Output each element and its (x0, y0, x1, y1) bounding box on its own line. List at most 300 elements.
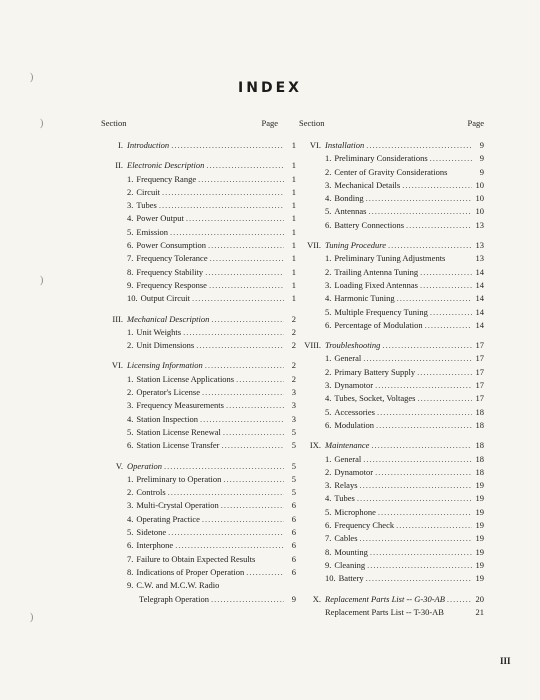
dot-leader (208, 239, 284, 252)
dot-leader (420, 279, 472, 292)
dot-leader (397, 292, 472, 305)
subsection-title: Bonding (334, 193, 364, 204)
page-number: 1 (291, 186, 296, 197)
page-number: 5 (291, 440, 296, 451)
section-title: Operation (127, 460, 162, 471)
subsection-title: Emission (136, 226, 169, 237)
dot-leader (371, 439, 472, 452)
subsection-entry (101, 292, 296, 305)
subsection-title: Cables (334, 533, 358, 544)
subsection-title: Telegraph Operation (139, 593, 209, 604)
subsection-number: 3. (325, 380, 332, 391)
section-title: Replacement Parts List -- G-30-AB (325, 593, 445, 604)
dot-leader (223, 473, 284, 486)
page-number: 1 (291, 293, 296, 304)
dot-leader (205, 266, 284, 279)
subsection-title: Battery (338, 573, 364, 584)
subsection-number: 4. (325, 393, 332, 404)
dot-leader (376, 419, 472, 432)
section-number: I. (118, 140, 123, 150)
page-number: 10 (475, 193, 484, 204)
page-number: 2 (291, 360, 296, 371)
index-column-left (101, 117, 296, 606)
dot-leader (447, 593, 472, 606)
subsection-title: General (334, 353, 362, 364)
subsection-entry (101, 186, 296, 199)
page-number: 1 (291, 200, 296, 211)
subsection-number: 2. (127, 340, 134, 351)
subsection-number: 3. (325, 179, 332, 190)
dot-leader (192, 292, 284, 305)
subsection-title: Dynamotor (334, 380, 374, 391)
page-number: 17 (475, 353, 484, 364)
dot-leader (357, 492, 472, 505)
page-number: 13 (475, 240, 484, 251)
subsection-title: Operating Practice (136, 513, 200, 524)
subsection-title: Tubes (136, 200, 157, 211)
index-entries (299, 139, 484, 619)
page-number: 2 (291, 313, 296, 324)
subsection-title: Microphone (334, 506, 376, 517)
subsection-number: 7. (127, 553, 134, 564)
subsection-entry (299, 492, 484, 505)
subsection-number: 5. (127, 226, 134, 237)
subsection-title: Multiple Frequency Tuning (334, 306, 428, 317)
dot-leader (375, 466, 472, 479)
page-number: 19 (475, 559, 484, 570)
subsection-number: 9. (127, 580, 134, 591)
subsection-title: Unit Weights (136, 326, 182, 337)
page-number: 5 (291, 426, 296, 437)
subsection-number: 2. (325, 266, 332, 277)
subsection-number: 1. (325, 453, 332, 464)
page-number: 1 (291, 140, 296, 150)
page-number: 19 (475, 506, 484, 517)
dot-leader (171, 139, 284, 152)
subsection-title: Failure to Obtain Expected Results (136, 553, 256, 564)
dot-leader (246, 566, 284, 579)
subsection-entry (101, 439, 296, 452)
dot-leader (396, 519, 472, 532)
page-number: 13 (475, 219, 484, 230)
subsection-title: Battery Connections (334, 219, 405, 230)
page-number: 17 (475, 393, 484, 404)
subsection-number: 2. (325, 166, 332, 177)
section-number: VIII. (304, 340, 321, 351)
dot-leader (196, 339, 284, 352)
section-header-label: Section (299, 118, 325, 128)
subsection-number: 2. (127, 487, 134, 498)
dot-leader (363, 352, 472, 365)
dot-leader (211, 313, 284, 326)
page-number: 19 (475, 480, 484, 491)
subsection-entry (101, 199, 296, 212)
margin-mark: ) (40, 275, 44, 286)
subsection-number: 5. (325, 506, 332, 517)
subsection-entry (299, 506, 484, 519)
subsection-number: 3. (127, 400, 134, 411)
column-header (101, 117, 278, 129)
section-entry (101, 460, 296, 473)
margin-mark: ) (30, 72, 34, 83)
section-entry (299, 339, 484, 352)
dot-leader (367, 559, 472, 572)
subsection-entry (299, 606, 484, 619)
page-number: 9 (291, 593, 296, 604)
dot-leader (211, 593, 284, 606)
subsection-title: General (334, 453, 362, 464)
subsection-number: 5. (127, 527, 134, 538)
subsection-title: Preliminary Considerations (334, 153, 428, 164)
dot-leader (368, 205, 472, 218)
subsection-title: Frequency Measurements (136, 400, 224, 411)
dot-leader (159, 199, 284, 212)
dot-leader (221, 499, 284, 512)
subsection-entry (299, 466, 484, 479)
subsection-entry (101, 399, 296, 412)
subsection-entry (299, 192, 484, 205)
dot-leader (198, 173, 284, 186)
subsection-title: Frequency Check (334, 520, 395, 531)
subsection-title: C.W. and M.C.W. Radio (136, 580, 220, 591)
page-number: 14 (475, 306, 484, 317)
dot-leader (430, 306, 472, 319)
subsection-number: 3. (325, 480, 332, 491)
dot-leader (168, 526, 284, 539)
subsection-title: Controls (136, 487, 166, 498)
subsection-entry (299, 453, 484, 466)
page-number: 19 (475, 520, 484, 531)
subsection-number: 6. (325, 319, 332, 330)
subsection-entry (299, 306, 484, 319)
subsection-entry (299, 479, 484, 492)
subsection-title: Preliminary Tuning Adjustments (334, 253, 446, 264)
section-entry (299, 239, 484, 252)
subsection-entry (299, 519, 484, 532)
subsection-number: 2. (127, 387, 134, 398)
subsection-title: Frequency Range (136, 173, 197, 184)
page-number: 9 (479, 153, 484, 164)
page-number: 1 (291, 213, 296, 224)
subsection-entry (101, 526, 296, 539)
subsection-number: 6. (325, 520, 332, 531)
page-number: 1 (291, 173, 296, 184)
dot-leader (375, 379, 472, 392)
subsection-entry (299, 179, 484, 192)
subsection-entry (101, 339, 296, 352)
subsection-entry (101, 566, 296, 579)
page-number: 6 (291, 500, 296, 511)
dot-leader (378, 506, 472, 519)
section-number: VI. (111, 360, 123, 371)
subsection-entry (299, 532, 484, 545)
subsection-number: 9. (325, 559, 332, 570)
subsection-entry (101, 499, 296, 512)
dot-leader (226, 399, 284, 412)
subsection-entry (101, 553, 296, 566)
subsection-number: 6. (325, 219, 332, 230)
dot-leader (366, 192, 472, 205)
page-number: 2 (291, 326, 296, 337)
subsection-entry (299, 406, 484, 419)
dot-leader (360, 532, 472, 545)
page-number: 9 (479, 140, 484, 150)
dot-leader (186, 212, 284, 225)
subsection-title: Cleaning (334, 559, 366, 570)
subsection-number: 5. (325, 306, 332, 317)
subsection-title: Output Circuit (140, 293, 190, 304)
section-title: Licensing Information (127, 360, 203, 371)
section-title: Troubleshooting (325, 340, 381, 351)
page-number: 2 (291, 340, 296, 351)
subsection-title: Station License Renewal (136, 426, 221, 437)
dot-leader (236, 373, 284, 386)
section-entry (101, 359, 296, 372)
subsection-entry (101, 473, 296, 486)
page-number: 3 (291, 400, 296, 411)
subsection-title: Power Output (136, 213, 184, 224)
section-entry (299, 139, 484, 152)
subsection-entry (299, 392, 484, 405)
page-number: 3 (291, 387, 296, 398)
subsection-title: Circuit (136, 186, 160, 197)
dot-leader (366, 139, 472, 152)
subsection-number: 8. (127, 266, 134, 277)
dot-leader (164, 460, 284, 473)
subsection-entry (299, 352, 484, 365)
subsection-title: Frequency Stability (136, 266, 204, 277)
subsection-entry (299, 546, 484, 559)
subsection-entry (299, 572, 484, 585)
subsection-number: 3. (127, 200, 134, 211)
section-title: Maintenance (325, 440, 370, 451)
subsection-entry (101, 252, 296, 265)
subsection-number: 6. (127, 540, 134, 551)
subsection-entry (101, 212, 296, 225)
subsection-number: 4. (325, 493, 332, 504)
subsection-entry (101, 173, 296, 186)
dot-leader (162, 186, 284, 199)
section-number: V. (115, 460, 123, 471)
subsection-entry (101, 266, 296, 279)
page-number: 14 (475, 293, 484, 304)
dot-leader (202, 386, 284, 399)
margin-mark: ) (30, 612, 34, 623)
section-entry (101, 313, 296, 326)
subsection-entry (101, 413, 296, 426)
section-number: III. (112, 313, 123, 324)
index-column-right (299, 117, 484, 619)
section-title: Electronic Description (127, 160, 205, 171)
subsection-entry (101, 386, 296, 399)
subsection-entry (101, 539, 296, 552)
subsection-number: 4. (127, 513, 134, 524)
subsection-number: 3. (325, 279, 332, 290)
subsection-title: Frequency Response (136, 279, 207, 290)
subsection-number: 1. (127, 326, 134, 337)
subsection-number: 6. (127, 240, 134, 251)
subsection-entry (101, 226, 296, 239)
page-number: 19 (475, 573, 484, 584)
subsection-title: Station Inspection (136, 413, 198, 424)
page-number: 13 (475, 253, 484, 264)
page-number: 6 (291, 540, 296, 551)
page-number: 19 (475, 493, 484, 504)
page-number: 17 (475, 366, 484, 377)
subsection-title: Replacement Parts List -- T-30-AB (325, 606, 444, 617)
section-number: II. (115, 160, 123, 171)
dot-leader (206, 159, 284, 172)
subsection-title: Frequency Tolerance (136, 253, 208, 264)
page-number: 6 (291, 513, 296, 524)
subsection-entry (299, 266, 484, 279)
subsection-title: Relays (334, 480, 358, 491)
dot-leader (402, 179, 472, 192)
dot-leader (221, 439, 284, 452)
subsection-title: Primary Battery Supply (334, 366, 416, 377)
subsection-entry (299, 152, 484, 165)
subsection-title: Loading Fixed Antennas (334, 279, 418, 290)
page-number: 14 (475, 266, 484, 277)
subsection-title: Tubes, Socket, Voltages (334, 393, 416, 404)
dot-leader (168, 486, 284, 499)
section-number: IX. (309, 440, 321, 451)
subsection-title: Mechanical Details (334, 179, 401, 190)
subsection-number: 7. (127, 253, 134, 264)
subsection-number: 6. (325, 419, 332, 430)
dot-leader (363, 453, 472, 466)
section-number: X. (312, 593, 321, 604)
subsection-entry (299, 559, 484, 572)
margin-mark: ) (40, 118, 44, 129)
page-number: 10 (475, 179, 484, 190)
dot-leader (210, 252, 284, 265)
page-number: 19 (475, 546, 484, 557)
dot-leader (377, 406, 472, 419)
dot-leader (370, 546, 472, 559)
subsection-title: Trailing Antenna Tuning (334, 266, 419, 277)
subsection-number: 6. (127, 440, 134, 451)
subsection-title: Unit Dimensions (136, 340, 195, 351)
subsection-entry (299, 319, 484, 332)
subsection-number: 1. (127, 473, 134, 484)
subsection-title: Percentage of Modulation (334, 319, 423, 330)
dot-leader (205, 359, 284, 372)
section-number: VII. (307, 240, 321, 251)
subsection-title: Operator's License (136, 387, 200, 398)
page-number: 6 (291, 527, 296, 538)
page-number: 1 (291, 226, 296, 237)
subsection-title: Modulation (334, 419, 375, 430)
subsection-title: Accessories (334, 406, 375, 417)
subsection-entry (101, 426, 296, 439)
page-number: 5 (291, 487, 296, 498)
page-number: 18 (475, 406, 484, 417)
section-entry (101, 159, 296, 172)
dot-leader (200, 413, 284, 426)
subsection-number: 9. (127, 279, 134, 290)
page-number: 1 (291, 160, 296, 171)
page-header-label: Page (261, 118, 278, 128)
page-number: 6 (291, 566, 296, 577)
dot-leader (417, 392, 472, 405)
dot-leader (223, 426, 284, 439)
page-number: 21 (475, 606, 484, 617)
subsection-title: Sidetone (136, 527, 167, 538)
section-number: VI. (309, 140, 321, 150)
subsection-number: 1. (325, 153, 332, 164)
page-number: 18 (475, 440, 484, 451)
dot-leader (388, 239, 472, 252)
subsection-entry (299, 219, 484, 232)
subsection-number: 10. (127, 293, 138, 304)
subsection-number: 5. (325, 406, 332, 417)
page-number: 18 (475, 419, 484, 430)
subsection-number: 1. (127, 373, 134, 384)
dot-leader (202, 513, 284, 526)
section-title: Mechanical Description (127, 313, 210, 324)
subsection-entry (299, 279, 484, 292)
subsection-entry (299, 379, 484, 392)
subsection-number: 2. (325, 366, 332, 377)
page-number: 2 (291, 373, 296, 384)
subsection-title: Preliminary to Operation (136, 473, 222, 484)
page-number: 1 (291, 240, 296, 251)
dot-leader (183, 326, 284, 339)
subsection-entry (101, 326, 296, 339)
page-number: 18 (475, 453, 484, 464)
subsection-number: 8. (127, 566, 134, 577)
page-number: 1 (291, 279, 296, 290)
dot-leader (406, 219, 472, 232)
subsection-title: Harmonic Tuning (334, 293, 395, 304)
subsection-title: Multi-Crystal Operation (136, 500, 219, 511)
dot-leader (175, 539, 284, 552)
subsection-number: 2. (325, 466, 332, 477)
index-entries (101, 139, 296, 606)
subsection-entry (101, 279, 296, 292)
page-title: INDEX (238, 80, 302, 96)
section-title: Tuning Procedure (325, 240, 386, 251)
subsection-title: Dynamotor (334, 466, 374, 477)
subsection-number: 4. (325, 193, 332, 204)
page-number: 19 (475, 533, 484, 544)
column-header (299, 117, 484, 129)
subsection-title: Antennas (334, 206, 367, 217)
subsection-title: Indications of Proper Operation (136, 566, 245, 577)
subsection-entry (101, 593, 296, 606)
dot-leader (420, 266, 472, 279)
dot-leader (366, 572, 472, 585)
subsection-entry (101, 486, 296, 499)
section-title: Introduction (127, 140, 170, 150)
dot-leader (425, 319, 472, 332)
dot-leader (382, 339, 472, 352)
subsection-number: 4. (325, 293, 332, 304)
subsection-title: Station License Applications (136, 373, 235, 384)
subsection-number: 5. (325, 206, 332, 217)
page-number: 5 (291, 460, 296, 471)
page-number: 10 (475, 206, 484, 217)
subsection-entry (101, 373, 296, 386)
page-number: 17 (475, 340, 484, 351)
page-number: 17 (475, 380, 484, 391)
subsection-entry (299, 366, 484, 379)
subsection-title: Interphone (136, 540, 174, 551)
section-entry (299, 593, 484, 606)
page-number: 20 (475, 593, 484, 604)
dot-leader (170, 226, 284, 239)
